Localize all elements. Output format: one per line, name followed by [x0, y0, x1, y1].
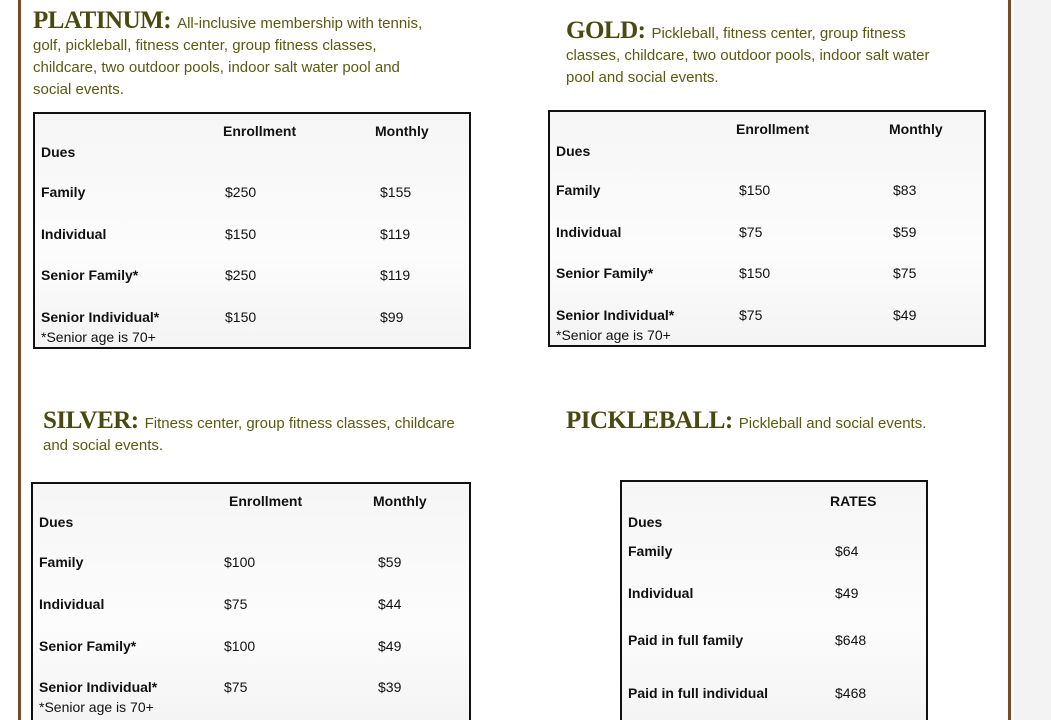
- monthly-value: $99: [380, 309, 404, 325]
- enrollment-value: $250: [225, 267, 257, 283]
- monthly-value: $83: [893, 182, 917, 198]
- platinum-dues-table: [33, 112, 471, 349]
- silver-description: SILVER: Fitness center, group fitness classes, childcare and social events.: [43, 407, 455, 454]
- rate-value: $468: [835, 685, 867, 701]
- pickleball-title: PICKLEBALL:: [566, 407, 733, 434]
- dues-label: Dues: [628, 514, 663, 530]
- monthly-value: $59: [893, 224, 917, 240]
- row-label: Senior Individual*: [39, 679, 158, 695]
- row-label: Family: [41, 184, 86, 200]
- page-edge: [1014, 0, 1051, 720]
- dues-label: Dues: [41, 144, 76, 160]
- dues-label: Dues: [556, 143, 591, 159]
- row-label: Paid in full family: [628, 632, 744, 648]
- enrollment-value: $75: [224, 679, 248, 695]
- col-monthly: Monthly: [889, 121, 943, 137]
- page-border-right: [1008, 0, 1011, 720]
- row-label: Individual: [556, 224, 622, 240]
- row-label: Family: [556, 182, 601, 198]
- platinum-title: PLATINUM:: [33, 7, 172, 34]
- monthly-value: $49: [378, 638, 402, 654]
- enrollment-value: $75: [224, 596, 248, 612]
- row-label: Family: [39, 554, 84, 570]
- pickleball-description: PICKLEBALL: Pickleball and social events.: [566, 407, 927, 434]
- row-label: Senior Family*: [556, 265, 654, 281]
- silver-dues-table: [31, 482, 471, 720]
- enrollment-value: $75: [739, 307, 763, 323]
- platinum-description: PLATINUM: All-inclusive membership with tennis, golf, pickleball, fitness center, group fitness classes, childcare, two outdoor pools, indoor salt water pool and social events.: [33, 7, 423, 98]
- gold-title: GOLD:: [566, 17, 646, 44]
- row-label: Individual: [628, 585, 694, 601]
- row-label: Individual: [41, 226, 107, 242]
- monthly-value: $155: [380, 184, 412, 200]
- monthly-value: $75: [893, 265, 917, 281]
- monthly-value: $39: [378, 679, 402, 695]
- gold-description: GOLD: Pickleball, fitness center, group fitness classes, childcare, two outdoor pools, indoor salt water pool and social events.: [566, 17, 930, 86]
- col-enrollment: Enrollment: [229, 493, 303, 509]
- col-enrollment: Enrollment: [223, 123, 297, 139]
- monthly-value: $44: [378, 596, 402, 612]
- monthly-value: $49: [893, 307, 917, 323]
- monthly-value: $59: [378, 554, 402, 570]
- rate-value: $648: [835, 632, 867, 648]
- senior-age-note: *Senior age is 70+: [41, 329, 156, 345]
- enrollment-value: $150: [739, 182, 771, 198]
- row-label: Senior Individual*: [41, 309, 160, 325]
- col-rates: RATES: [830, 493, 877, 509]
- row-label: Senior Family*: [41, 267, 139, 283]
- rate-value: $49: [835, 585, 859, 601]
- senior-age-note: *Senior age is 70+: [556, 327, 671, 343]
- row-label: Senior Individual*: [556, 307, 675, 323]
- enrollment-value: $150: [225, 226, 257, 242]
- pickleball-rates-table: [620, 480, 928, 720]
- enrollment-value: $100: [224, 638, 256, 654]
- rate-value: $64: [835, 543, 859, 559]
- row-label: Individual: [39, 596, 105, 612]
- enrollment-value: $100: [224, 554, 256, 570]
- row-label: Senior Family*: [39, 638, 137, 654]
- col-monthly: Monthly: [375, 123, 429, 139]
- monthly-value: $119: [380, 226, 411, 242]
- silver-title: SILVER:: [43, 407, 139, 434]
- enrollment-value: $150: [739, 265, 771, 281]
- senior-age-note: *Senior age is 70+: [39, 699, 154, 715]
- row-label: Paid in full individual: [628, 685, 769, 701]
- enrollment-value: $150: [225, 309, 257, 325]
- col-monthly: Monthly: [373, 493, 427, 509]
- row-label: Family: [628, 543, 673, 559]
- dues-label: Dues: [39, 514, 74, 530]
- enrollment-value: $250: [225, 184, 257, 200]
- col-enrollment: Enrollment: [736, 121, 810, 137]
- monthly-value: $119: [380, 267, 411, 283]
- gold-dues-table: [548, 110, 986, 347]
- enrollment-value: $75: [739, 224, 763, 240]
- page-border-left: [18, 0, 21, 720]
